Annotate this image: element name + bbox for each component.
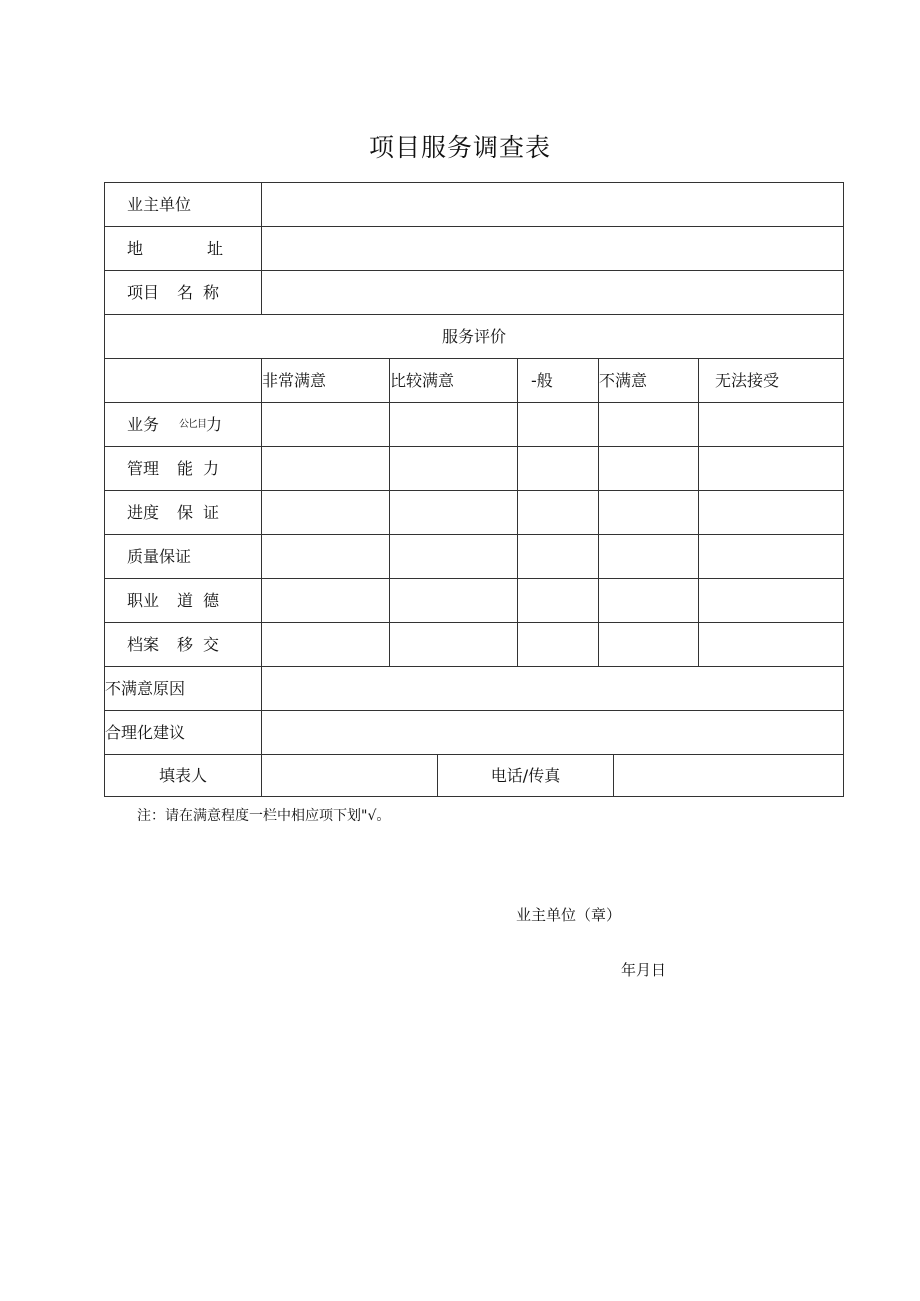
rating-cell-r4-c4[interactable] [698,578,844,623]
criteria-row-3-label: 质量保证 [104,534,262,579]
project-name-field[interactable] [261,270,844,315]
rating-cell-r0-c4[interactable] [698,402,844,447]
rating-cell-r3-c4[interactable] [698,534,844,579]
owner-unit-field[interactable] [261,182,844,227]
owner-seal-label: 业主单位（章） [516,906,622,924]
date-label: 年月日 [621,961,667,979]
project-text-b: 名 [177,282,194,302]
rating-cell-r4-c2[interactable] [517,578,599,623]
project-text-a: 项目 [127,282,160,302]
criteria-0-b: 公匕目 [179,418,207,430]
rating-cell-r5-c1[interactable] [389,622,518,667]
rating-cell-r4-c1[interactable] [389,578,518,623]
rating-cell-r4-c3[interactable] [598,578,699,623]
criteria-row-4-label: 职业 道 德 [104,578,262,623]
rating-cell-r0-c2[interactable] [517,402,599,447]
owner-unit-label [104,182,262,227]
filler-field[interactable] [261,754,438,797]
rating-cell-r1-c1[interactable] [389,446,518,491]
rating-cell-r5-c3[interactable] [598,622,699,667]
filler-label: 填表人 [104,754,262,797]
rating-cell-r0-c0[interactable] [261,402,390,447]
page-title: 项目服务调查表 [368,133,551,162]
owner-unit-text: 业主单位 [127,194,192,214]
rating-header-4: 无法接受 [698,358,844,403]
evaluation-header-text: 服务评价 [441,326,506,346]
rating-cell-r1-c0[interactable] [261,446,390,491]
rating-cell-r2-c1[interactable] [389,490,518,535]
rating-cell-r2-c2[interactable] [517,490,599,535]
phone-fax-field[interactable] [613,754,844,797]
rating-cell-r0-c1[interactable] [389,402,518,447]
rating-header-1: 比较满意 [389,358,518,403]
rating-header-0: 非常满意 [261,358,390,403]
evaluation-header [104,314,844,359]
form-note: 注：请在满意程度一栏中相应项下划"√。 [137,808,391,824]
rating-header-2: -般 [517,358,599,403]
rating-cell-r0-c3[interactable] [598,402,699,447]
address-label [104,226,262,271]
address-text-a: 地 [127,238,144,258]
rating-cell-r3-c1[interactable] [389,534,518,579]
criteria-row-1-label: 管理 能 力 [104,446,262,491]
phone-fax-label: 电话/传真 [437,754,614,797]
survey-table [104,182,844,797]
rating-cell-r2-c0[interactable] [261,490,390,535]
rating-cell-r1-c3[interactable] [598,446,699,491]
rating-cell-r3-c0[interactable] [261,534,390,579]
address-field[interactable] [261,226,844,271]
project-text-c: 称 [203,282,220,302]
ratings-corner-cell [104,358,262,403]
suggestion-field[interactable] [261,710,844,755]
project-name-label [104,270,262,315]
rating-cell-r4-c0[interactable] [261,578,390,623]
rating-cell-r3-c3[interactable] [598,534,699,579]
address-text-b: 址 [207,238,224,258]
criteria-row-0-label: 业务 公匕目 力 [104,402,262,447]
dissatisfaction-reason-field[interactable] [261,666,844,711]
rating-cell-r5-c2[interactable] [517,622,599,667]
rating-cell-r2-c3[interactable] [598,490,699,535]
rating-cell-r1-c4[interactable] [698,446,844,491]
criteria-row-5-label: 档案 移 交 [104,622,262,667]
rating-cell-r2-c4[interactable] [698,490,844,535]
rating-cell-r3-c2[interactable] [517,534,599,579]
suggestion-label: 合理化建议 [104,710,262,755]
rating-cell-r5-c4[interactable] [698,622,844,667]
criteria-row-2-label: 进度 保 证 [104,490,262,535]
rating-cell-r1-c2[interactable] [517,446,599,491]
rating-header-3: 不满意 [598,358,699,403]
rating-cell-r5-c0[interactable] [261,622,390,667]
dissatisfaction-reason-label: 不满意原因 [104,666,262,711]
